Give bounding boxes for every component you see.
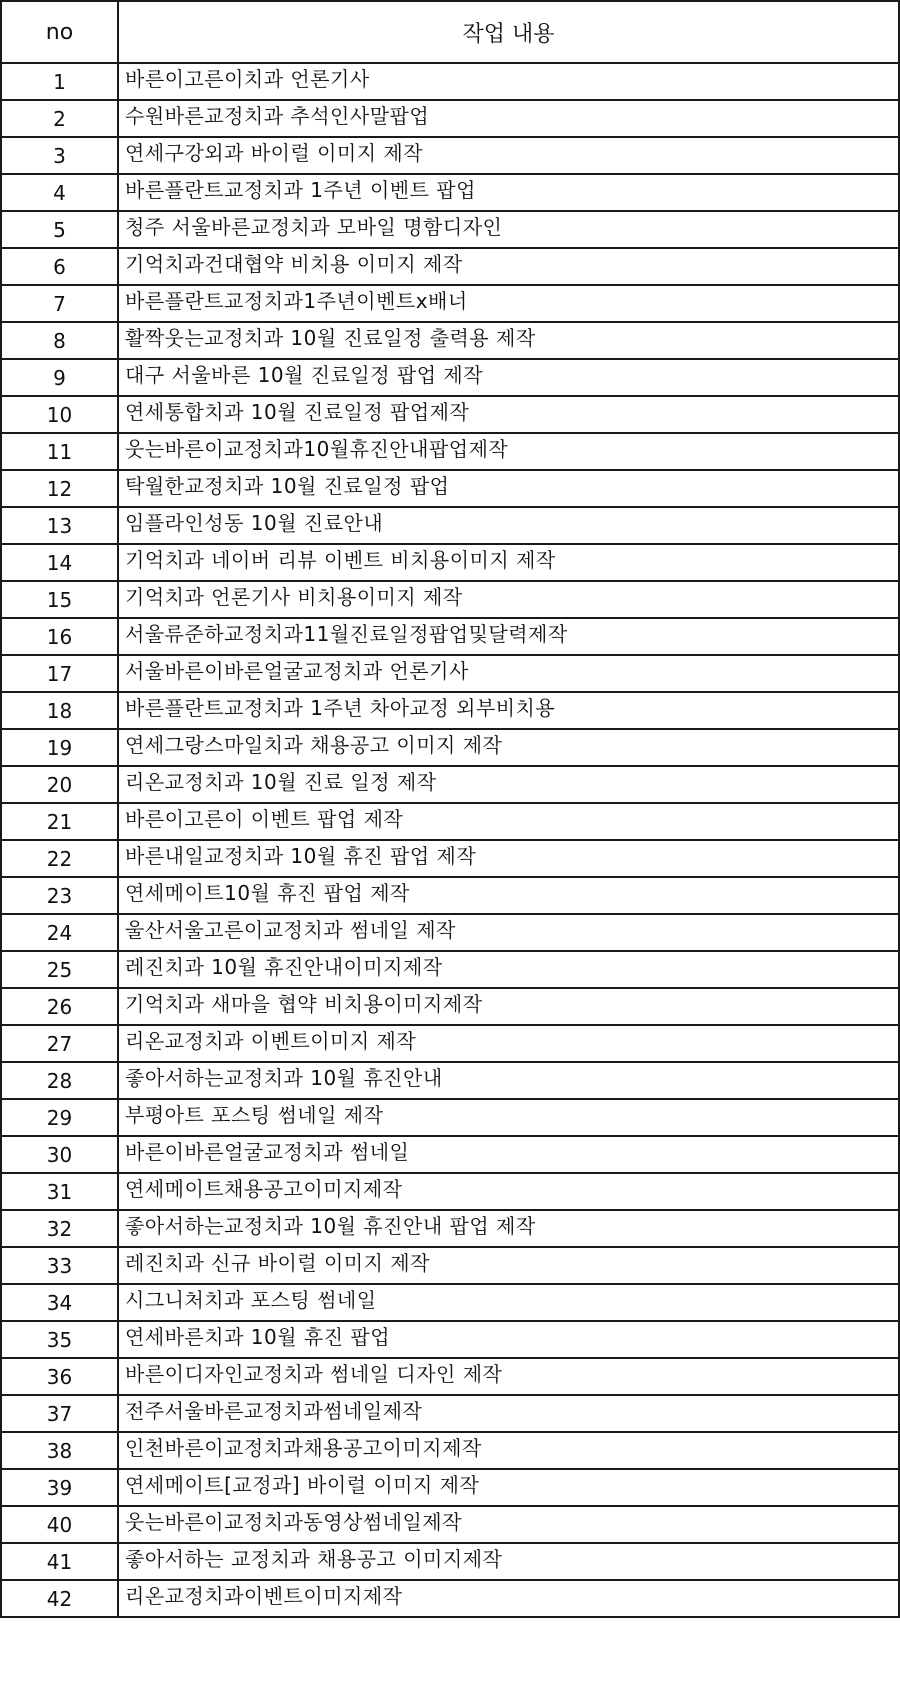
table-row: [1, 1173, 899, 1210]
row-number-cell: 41: [1, 1543, 118, 1580]
row-number-cell: 17: [1, 655, 118, 692]
task-description-cell: 서울바른이바른얼굴교정치과 언론기사: [118, 655, 899, 692]
row-number-cell: 40: [1, 1506, 118, 1543]
task-description-cell: 서울류준하교정치과11월진료일정팝업및달력제작: [118, 618, 899, 655]
row-number-cell: 20: [1, 766, 118, 803]
table-row: [1, 211, 899, 248]
table-row: [1, 1506, 899, 1543]
row-number-cell: 2: [1, 100, 118, 137]
row-number-cell: 15: [1, 581, 118, 618]
row-number-cell: 25: [1, 951, 118, 988]
task-description-cell: 좋아서하는교정치과 10월 휴진안내: [118, 1062, 899, 1099]
table-row: [1, 396, 899, 433]
task-description-cell: 연세바른치과 10월 휴진 팝업: [118, 1321, 899, 1358]
header-row: [1, 1, 899, 63]
task-description-cell: 연세구강외과 바이럴 이미지 제작: [118, 137, 899, 174]
row-number-cell: 23: [1, 877, 118, 914]
task-description-cell: 임플라인성동 10월 진료안내: [118, 507, 899, 544]
row-number-cell: 1: [1, 63, 118, 100]
task-description-cell: 바른이고른이 이벤트 팝업 제작: [118, 803, 899, 840]
table-row: [1, 840, 899, 877]
table-row: [1, 1469, 899, 1506]
task-description-cell: 바른이디자인교정치과 썸네일 디자인 제작: [118, 1358, 899, 1395]
table-row: [1, 1395, 899, 1432]
task-description-cell: 기억치과 언론기사 비치용이미지 제작: [118, 581, 899, 618]
row-number-cell: 37: [1, 1395, 118, 1432]
row-number-cell: 14: [1, 544, 118, 581]
task-description-cell: 전주서울바른교정치과썸네일제작: [118, 1395, 899, 1432]
header-task: 작업 내용: [118, 1, 899, 63]
row-number-cell: 33: [1, 1247, 118, 1284]
header-no: no: [1, 1, 118, 63]
task-description-cell: 바른플란트교정치과 1주년 차아교정 외부비치용: [118, 692, 899, 729]
table-row: [1, 655, 899, 692]
task-description-cell: 바른플란트교정치과1주년이벤트x배너: [118, 285, 899, 322]
table-row: [1, 1099, 899, 1136]
task-description-cell: 부평아트 포스팅 썸네일 제작: [118, 1099, 899, 1136]
table-row: [1, 803, 899, 840]
row-number-cell: 32: [1, 1210, 118, 1247]
task-description-cell: 레진치과 10월 휴진안내이미지제작: [118, 951, 899, 988]
row-number-cell: 18: [1, 692, 118, 729]
task-description-cell: 연세메이트채용공고이미지제작: [118, 1173, 899, 1210]
row-number-cell: 27: [1, 1025, 118, 1062]
row-number-cell: 29: [1, 1099, 118, 1136]
row-number-cell: 35: [1, 1321, 118, 1358]
table-row: [1, 877, 899, 914]
table-row: [1, 618, 899, 655]
table-row: [1, 1247, 899, 1284]
table-row: [1, 914, 899, 951]
task-description-cell: 웃는바른이교정치과10월휴진안내팝업제작: [118, 433, 899, 470]
row-number-cell: 34: [1, 1284, 118, 1321]
table-row: [1, 100, 899, 137]
table-row: [1, 322, 899, 359]
task-description-cell: 레진치과 신규 바이럴 이미지 제작: [118, 1247, 899, 1284]
table-row: [1, 285, 899, 322]
task-description-cell: 기억치과건대협약 비치용 이미지 제작: [118, 248, 899, 285]
row-number-cell: 19: [1, 729, 118, 766]
table-row: [1, 63, 899, 100]
row-number-cell: 31: [1, 1173, 118, 1210]
table-row: [1, 1358, 899, 1395]
task-description-cell: 좋아서하는교정치과 10월 휴진안내 팝업 제작: [118, 1210, 899, 1247]
row-number-cell: 21: [1, 803, 118, 840]
row-number-cell: 26: [1, 988, 118, 1025]
table-row: [1, 248, 899, 285]
task-description-cell: 연세메이트10월 휴진 팝업 제작: [118, 877, 899, 914]
row-number-cell: 5: [1, 211, 118, 248]
task-description-cell: 연세메이트[교정과] 바이럴 이미지 제작: [118, 1469, 899, 1506]
table-row: [1, 544, 899, 581]
task-description-cell: 시그니처치과 포스팅 썸네일: [118, 1284, 899, 1321]
task-description-cell: 바른플란트교정치과 1주년 이벤트 팝업: [118, 174, 899, 211]
row-number-cell: 4: [1, 174, 118, 211]
table-row: [1, 1432, 899, 1469]
row-number-cell: 36: [1, 1358, 118, 1395]
row-number-cell: 24: [1, 914, 118, 951]
row-number-cell: 6: [1, 248, 118, 285]
row-number-cell: 11: [1, 433, 118, 470]
task-description-cell: 바른내일교정치과 10월 휴진 팝업 제작: [118, 840, 899, 877]
task-description-cell: 리온교정치과 10월 진료 일정 제작: [118, 766, 899, 803]
table-row: [1, 766, 899, 803]
table-row: [1, 359, 899, 396]
task-description-cell: 기억치과 네이버 리뷰 이벤트 비치용이미지 제작: [118, 544, 899, 581]
table-body: [1, 63, 899, 1617]
table-row: [1, 1580, 899, 1617]
row-number-cell: 16: [1, 618, 118, 655]
row-number-cell: 12: [1, 470, 118, 507]
task-description-cell: 청주 서울바른교정치과 모바일 명함디자인: [118, 211, 899, 248]
table-row: [1, 1062, 899, 1099]
table-row: [1, 174, 899, 211]
table-row: [1, 1543, 899, 1580]
task-description-cell: 리온교정치과 이벤트이미지 제작: [118, 1025, 899, 1062]
task-description-cell: 기억치과 새마을 협약 비치용이미지제작: [118, 988, 899, 1025]
row-number-cell: 28: [1, 1062, 118, 1099]
task-description-cell: 연세그랑스마일치과 채용공고 이미지 제작: [118, 729, 899, 766]
task-description-cell: 인천바른이교정치과채용공고이미지제작: [118, 1432, 899, 1469]
task-description-cell: 연세통합치과 10월 진료일정 팝업제작: [118, 396, 899, 433]
task-description-cell: 대구 서울바른 10월 진료일정 팝업 제작: [118, 359, 899, 396]
table-row: [1, 137, 899, 174]
row-number-cell: 22: [1, 840, 118, 877]
task-description-cell: 탁월한교정치과 10월 진료일정 팝업: [118, 470, 899, 507]
row-number-cell: 13: [1, 507, 118, 544]
table-header: [1, 1, 899, 63]
table-row: [1, 729, 899, 766]
task-description-cell: 바른이바른얼굴교정치과 썸네일: [118, 1136, 899, 1173]
task-description-cell: 수원바른교정치과 추석인사말팝업: [118, 100, 899, 137]
table-row: [1, 1284, 899, 1321]
row-number-cell: 38: [1, 1432, 118, 1469]
table-row: [1, 951, 899, 988]
table-row: [1, 581, 899, 618]
table-row: [1, 470, 899, 507]
row-number-cell: 42: [1, 1580, 118, 1617]
task-description-cell: 웃는바른이교정치과동영상썸네일제작: [118, 1506, 899, 1543]
row-number-cell: 9: [1, 359, 118, 396]
table-row: [1, 1321, 899, 1358]
row-number-cell: 7: [1, 285, 118, 322]
row-number-cell: 30: [1, 1136, 118, 1173]
row-number-cell: 8: [1, 322, 118, 359]
task-description-cell: 바른이고른이치과 언론기사: [118, 63, 899, 100]
row-number-cell: 10: [1, 396, 118, 433]
table-row: [1, 1136, 899, 1173]
row-number-cell: 3: [1, 137, 118, 174]
task-description-cell: 리온교정치과이벤트이미지제작: [118, 1580, 899, 1617]
table-row: [1, 507, 899, 544]
table-row: [1, 692, 899, 729]
table-row: [1, 433, 899, 470]
task-description-cell: 좋아서하는 교정치과 채용공고 이미지제작: [118, 1543, 899, 1580]
table-row: [1, 1210, 899, 1247]
row-number-cell: 39: [1, 1469, 118, 1506]
table-row: [1, 988, 899, 1025]
table-row: [1, 1025, 899, 1062]
task-description-cell: 활짝웃는교정치과 10월 진료일정 출력용 제작: [118, 322, 899, 359]
task-description-cell: 울산서울고른이교정치과 썸네일 제작: [118, 914, 899, 951]
